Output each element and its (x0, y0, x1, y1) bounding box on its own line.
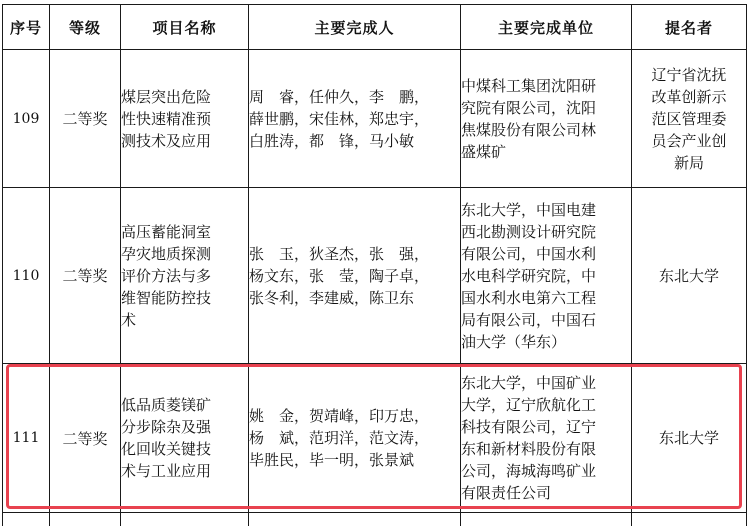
units-cell (461, 364, 632, 513)
nominator: 辽宁省沈抚 改革创新示 范区管理委 员会产业创 新局 (651, 65, 727, 172)
header-no: 序号 (3, 5, 50, 50)
project-name-cell (121, 188, 249, 364)
row-number: 111 (3, 364, 50, 513)
people-cell (249, 364, 461, 513)
award-level: 二等奖 (50, 364, 121, 513)
empty-cell (461, 513, 632, 526)
empty-cell (3, 513, 50, 526)
header-units: 主要完成单位 (461, 5, 632, 50)
main-contributors: 张 玉，狄圣杰，张 强， 杨文东，张 莹，陶子卓， 张冬利，李建威，陈卫东 (249, 244, 430, 307)
table-header-row (3, 5, 747, 50)
project-name-cell (121, 50, 249, 188)
empty-cell (121, 513, 249, 526)
nominator: 东北大学 (658, 266, 719, 285)
award-level: 二等奖 (50, 50, 121, 188)
main-units: 中煤科工集团沈阳研 究院有限公司，沈阳 焦煤股份有限公司林 盛煤矿 (461, 76, 597, 161)
empty-cell (632, 513, 747, 526)
empty-cell (249, 513, 461, 526)
people-cell (249, 50, 461, 188)
awards-table (2, 4, 747, 526)
nominator: 东北大学 (658, 429, 719, 447)
award-level: 二等奖 (50, 188, 121, 364)
people-cell (249, 188, 461, 364)
project-name: 煤层突出危险 性快速精准预 测技术及应用 (121, 87, 212, 150)
units-cell (461, 188, 632, 364)
table-row-partial (3, 513, 747, 526)
nominator-cell (632, 188, 747, 364)
table-row (3, 188, 747, 364)
main-units: 东北大学，中国电建 西北勘测设计研究院 有限公司，中国水利 水电科学研究院，中 国水利水电第六工程 局有限公司，中国石 油大学（华东） (461, 200, 597, 351)
table-row (3, 364, 747, 513)
main-contributors: 周 睿，任仲久，李 鹏， 薛世鹏，宋佳林，郑忠宇， 白胜涛，都 锋，马小敏 (249, 87, 430, 150)
empty-cell (50, 513, 121, 526)
project-name-cell (121, 364, 249, 513)
nominator-cell (632, 364, 747, 513)
header-project: 项目名称 (121, 5, 249, 50)
table-row (3, 50, 747, 188)
header-people: 主要完成人 (249, 5, 461, 50)
header-nominator: 提名者 (632, 5, 747, 50)
project-name: 高压蓄能洞室 孕灾地质探测 评价方法与多 维智能防控技 术 (121, 222, 212, 329)
main-units: 东北大学，中国矿业 大学，辽宁欣航化工 科技有限公司，辽宁 东和新材料股份有限 公司，海城海鸣矿业 有限责任公司 (461, 374, 597, 502)
row-number: 109 (3, 50, 50, 188)
units-cell (461, 50, 632, 188)
header-level: 等级 (50, 5, 121, 50)
row-number: 110 (3, 188, 50, 364)
main-contributors: 姚 金，贺靖峰，印万忠， 杨 斌，范玥洋，范文涛， 毕胜民，毕一明，张景斌 (249, 407, 430, 469)
project-name: 低品质菱镁矿 分步除杂及强 化回收关键技 术与工业应用 (121, 396, 212, 480)
nominator-cell (632, 50, 747, 188)
